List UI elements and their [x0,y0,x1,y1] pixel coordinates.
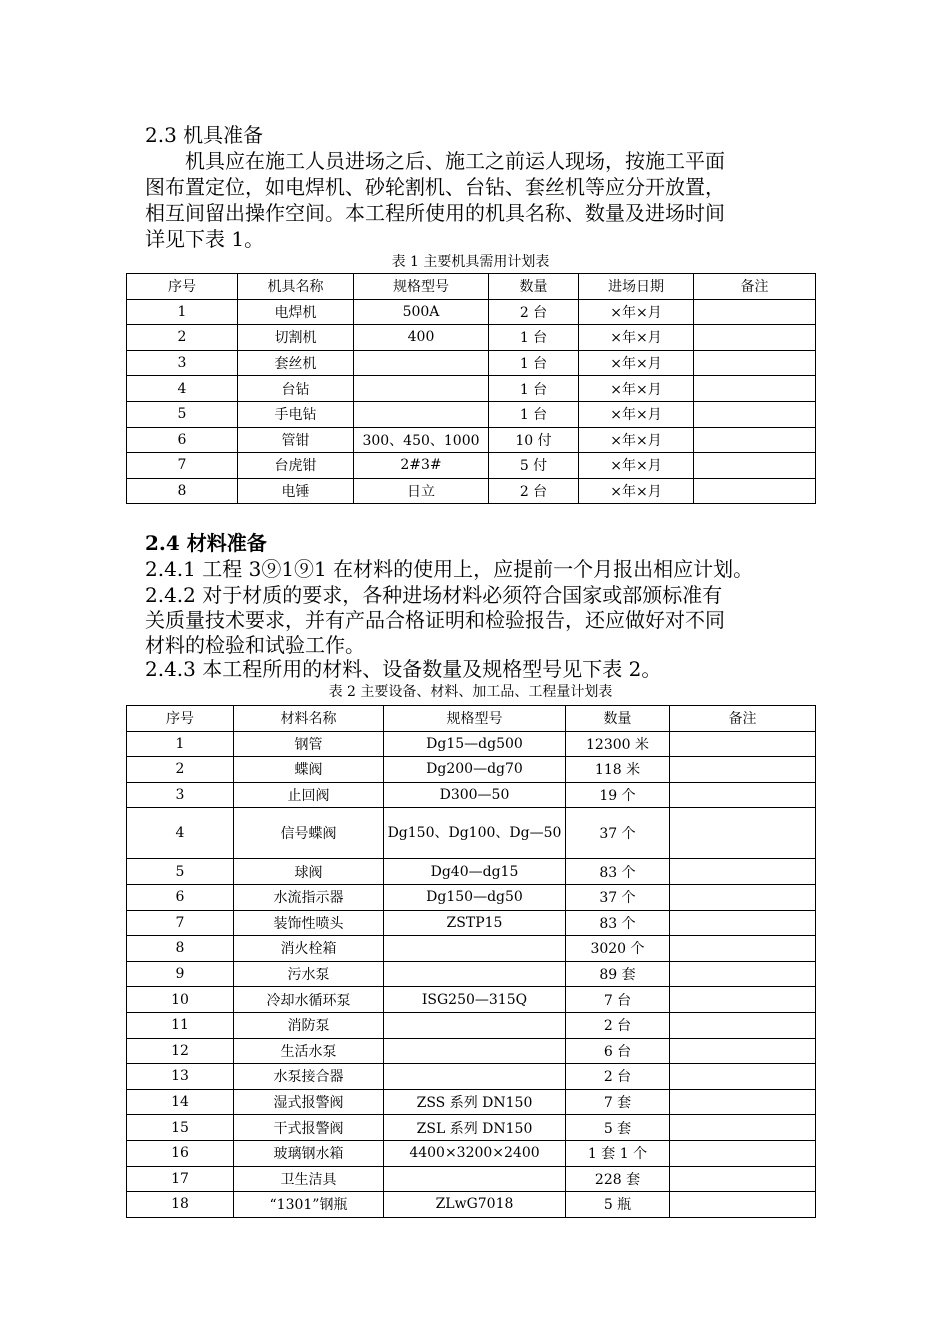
paragraph-line: 2.4.2 对于材质的要求，各种进场材料必须符合国家或部颁标准有 [145,583,723,607]
table-cell: ×年×月 [579,376,694,402]
table-cell: 6 台 [566,1038,670,1064]
table-cell: 8 [127,478,238,504]
table-cell [670,910,816,936]
table-cell: 89 套 [566,961,670,987]
table-cell: 1 套 1 个 [566,1140,670,1166]
header-cell: 序号 [127,274,238,300]
table-cell: 钢管 [234,731,384,757]
table-cell: 球阀 [234,859,384,885]
table-row [127,1089,816,1115]
table-cell: 12300 米 [566,731,670,757]
table-cell [670,1089,816,1115]
section-heading-2-4: 2.4 材料准备 [145,531,267,555]
table-cell: 2 台 [566,1064,670,1090]
table-cell [354,350,489,376]
table-cell: 1 [127,731,234,757]
table-cell: ZSTP15 [384,910,566,936]
paragraph-line: 关质量技术要求，并有产品合格证明和检验报告，还应做好对不同 [145,608,725,632]
table-cell [670,1115,816,1141]
table-header-row [127,706,816,732]
table-cell: 消防泵 [234,1012,384,1038]
table-cell: ×年×月 [579,478,694,504]
table-cell: 1 台 [489,325,579,351]
table-row [127,1140,816,1166]
paragraph-line: 2.4.1 工程 3⑨1⑨1 在材料的使用上，应提前一个月报出相应计划。 [145,557,754,581]
table-cell: 1 台 [489,401,579,427]
table-cell: Dg40—dg15 [384,859,566,885]
table-cell: 10 付 [489,427,579,453]
table-cell [670,987,816,1013]
table-cell: 7 台 [566,987,670,1013]
table-cell: 13 [127,1064,234,1090]
table-cell [384,1064,566,1090]
table-row [127,478,816,504]
table-row [127,453,816,479]
table-row [127,427,816,453]
table-cell [670,1192,816,1218]
table-row [127,1038,816,1064]
table-cell: 蝶阀 [234,757,384,783]
table-cell [384,961,566,987]
table-cell: 电锤 [238,478,354,504]
paragraph-line: 机具应在施工人员进场之后、施工之前运人现场，按施工平面 [145,149,725,173]
table-cell: 5 [127,859,234,885]
table-cell: ×年×月 [579,325,694,351]
table-cell [694,427,816,453]
table-cell: 3 [127,350,238,376]
table-cell: 4 [127,808,234,859]
table-row [127,808,816,859]
table-cell: Dg15—dg500 [384,731,566,757]
table-cell: 8 [127,936,234,962]
table-cell: 16 [127,1140,234,1166]
table-cell: 1 台 [489,350,579,376]
table-cell [670,961,816,987]
table-cell: 水流指示器 [234,884,384,910]
table2-caption: 表 2 主要设备、材料、加工品、工程量计划表 [328,684,613,700]
table-row [127,1192,816,1218]
table-cell: Dg150、Dg100、Dg—50 [384,808,566,859]
table-cell: 2 [127,325,238,351]
table-cell: 14 [127,1089,234,1115]
table-cell: 12 [127,1038,234,1064]
table-cell: 3020 个 [566,936,670,962]
table-cell: ZLwG7018 [384,1192,566,1218]
table-cell: 消火栓箱 [234,936,384,962]
header-cell: 备注 [694,274,816,300]
table-row [127,299,816,325]
table-cell: 2 台 [566,1012,670,1038]
table-cell: ×年×月 [579,401,694,427]
table-cell [384,1012,566,1038]
table-cell: 5 [127,401,238,427]
table-cell: 管钳 [238,427,354,453]
table-row [127,1115,816,1141]
table-row [127,910,816,936]
table-cell: ZSL 系列 DN150 [384,1115,566,1141]
table-cell: 19 个 [566,782,670,808]
header-cell: 数量 [566,706,670,732]
table-cell: 冷却水循环泵 [234,987,384,1013]
table-cell: 切割机 [238,325,354,351]
table-row [127,987,816,1013]
paragraph-line: 相互间留出操作空间。本工程所使用的机具名称、数量及进场时间 [145,201,725,225]
table-row [127,731,816,757]
table-cell [670,1166,816,1192]
paragraph-line: 图布置定位，如电焊机、砂轮割机、台钻、套丝机等应分开放置， [145,175,725,199]
table-cell: 电焊机 [238,299,354,325]
table-cell [354,401,489,427]
table-cell: 止回阀 [234,782,384,808]
header-cell: 备注 [670,706,816,732]
table-cell: 5 付 [489,453,579,479]
header-cell: 进场日期 [579,274,694,300]
table-cell: Dg200—dg70 [384,757,566,783]
table-row [127,1166,816,1192]
table-cell: 湿式报警阀 [234,1089,384,1115]
header-cell: 数量 [489,274,579,300]
table-row [127,350,816,376]
table-cell [694,299,816,325]
table-cell [670,884,816,910]
equipment-plan-table [126,273,816,504]
table-cell: 水泵接合器 [234,1064,384,1090]
header-cell: 序号 [127,706,234,732]
table-cell [670,1012,816,1038]
table-cell [354,376,489,402]
table-cell [694,478,816,504]
table-cell: ×年×月 [579,299,694,325]
table-cell: 卫生洁具 [234,1166,384,1192]
header-cell: 规格型号 [354,274,489,300]
table-cell: 2 台 [489,478,579,504]
table-cell: 干式报警阀 [234,1115,384,1141]
table-cell: 11 [127,1012,234,1038]
table-cell: 500A [354,299,489,325]
table-cell [670,782,816,808]
table-row [127,936,816,962]
table-row [127,1064,816,1090]
table-row [127,401,816,427]
table-cell: 118 米 [566,757,670,783]
table-cell: 228 套 [566,1166,670,1192]
table-cell: Dg150—dg50 [384,884,566,910]
table-cell [384,936,566,962]
table-cell: 7 [127,910,234,936]
table-cell [694,401,816,427]
table-cell: ISG250—315Q [384,987,566,1013]
table-cell: 1 台 [489,376,579,402]
table-cell: 信号蝶阀 [234,808,384,859]
header-cell: 规格型号 [384,706,566,732]
table-cell: 1 [127,299,238,325]
table-row [127,961,816,987]
table-row [127,859,816,885]
table-cell: 15 [127,1115,234,1141]
table-cell: 6 [127,427,238,453]
table-cell: ×年×月 [579,350,694,376]
table-cell [384,1038,566,1064]
table-cell: 2 [127,757,234,783]
table-row [127,325,816,351]
table1-caption: 表 1 主要机具需用计划表 [391,254,550,270]
header-cell: 材料名称 [234,706,384,732]
table-cell: 生活水泵 [234,1038,384,1064]
table-cell: 4400×3200×2400 [384,1140,566,1166]
table-cell: 3 [127,782,234,808]
table-cell: ×年×月 [579,453,694,479]
paragraph-line: 2.4.3 本工程所用的材料、设备数量及规格型号见下表 2。 [145,657,662,681]
table-cell [694,350,816,376]
table-cell: 17 [127,1166,234,1192]
table-cell: 5 套 [566,1115,670,1141]
table-row [127,782,816,808]
table-cell: ZSS 系列 DN150 [384,1089,566,1115]
table-cell: 7 套 [566,1089,670,1115]
table-row [127,757,816,783]
table-cell: 300、450、1000 [354,427,489,453]
table-cell: 台虎钳 [238,453,354,479]
table-cell [384,1166,566,1192]
table-cell [670,1038,816,1064]
table-cell: 2#3# [354,453,489,479]
table-cell: 37 个 [566,884,670,910]
table-cell: 污水泵 [234,961,384,987]
table-row [127,1012,816,1038]
table-cell [694,325,816,351]
table-cell: 400 [354,325,489,351]
table-cell [670,859,816,885]
table-cell [694,376,816,402]
table-cell: 装饰性喷头 [234,910,384,936]
table-cell: 4 [127,376,238,402]
paragraph-line: 详见下表 1。 [145,227,265,251]
table-cell: 10 [127,987,234,1013]
table-cell: 台钻 [238,376,354,402]
table-cell: ×年×月 [579,427,694,453]
table-cell: 83 个 [566,859,670,885]
table-cell [670,936,816,962]
table-cell: 手电钻 [238,401,354,427]
materials-plan-table [126,705,816,1218]
table-cell: 37 个 [566,808,670,859]
table-cell: D300—50 [384,782,566,808]
table-cell: “1301”钢瓶 [234,1192,384,1218]
table-row [127,376,816,402]
table-cell: 7 [127,453,238,479]
table-cell [670,731,816,757]
section-heading-2-3: 2.3 机具准备 [145,123,264,147]
table-cell: 5 瓶 [566,1192,670,1218]
table-cell: 玻璃钢水箱 [234,1140,384,1166]
table-cell: 83 个 [566,910,670,936]
table-cell [694,453,816,479]
table-cell [670,1140,816,1166]
table-cell: 18 [127,1192,234,1218]
table-cell: 日立 [354,478,489,504]
paragraph-line: 材料的检验和试验工作。 [145,633,365,657]
table-cell: 2 台 [489,299,579,325]
table-cell: 6 [127,884,234,910]
header-cell: 机具名称 [238,274,354,300]
table-cell [670,808,816,859]
table-row [127,884,816,910]
table-cell: 9 [127,961,234,987]
table-cell [670,757,816,783]
table-cell: 套丝机 [238,350,354,376]
table-cell [670,1064,816,1090]
table-header-row [127,274,816,300]
